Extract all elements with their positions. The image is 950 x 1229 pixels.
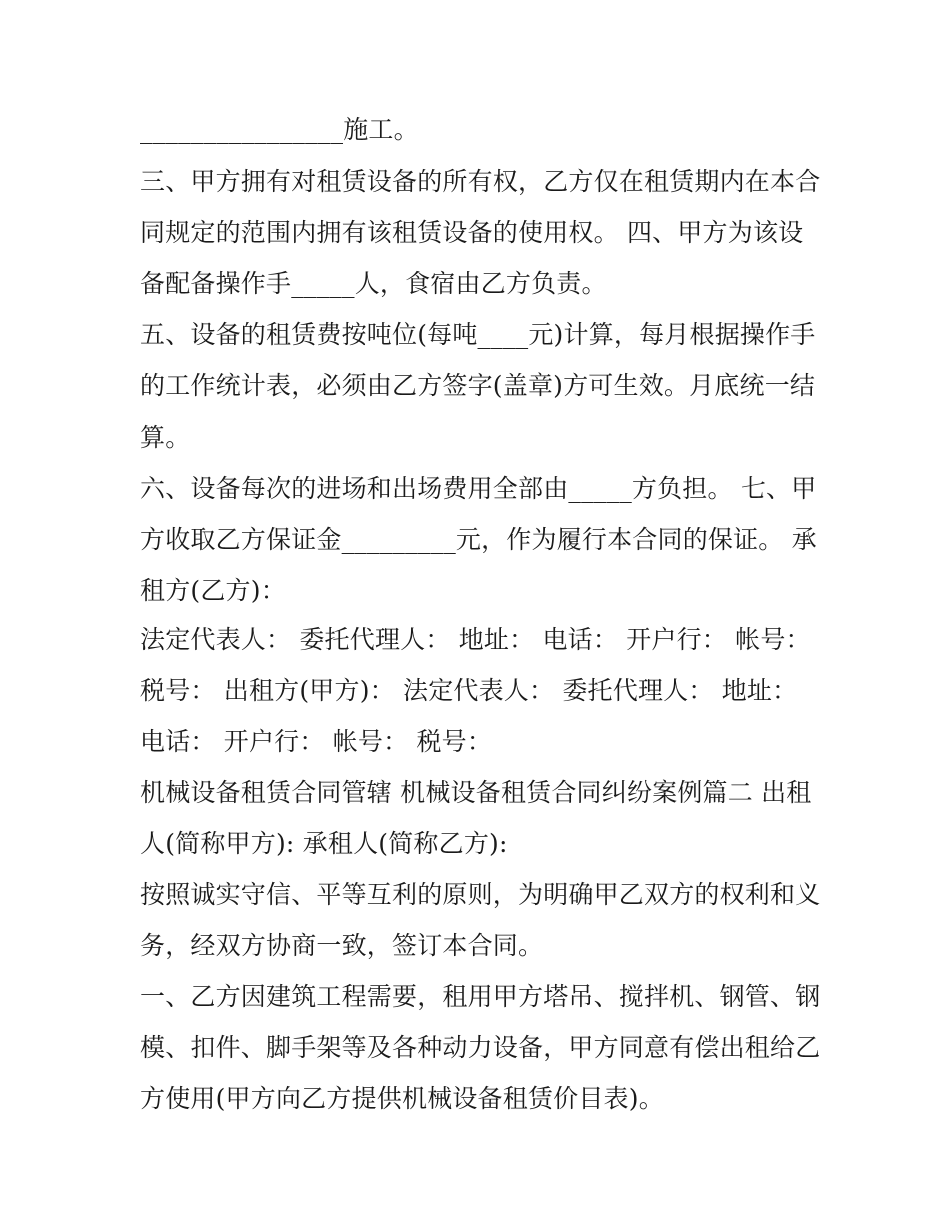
text-line: 法定代表人： 委托代理人： 地址： 电话： 开户行： 帐号： [140,625,811,654]
text-line: 税号： 出租方(甲方)： 法定代表人： 委托代理人： 地址： [140,676,798,705]
text-line: 机械设备租赁合同管辖 机械设备租赁合同纠纷案例篇二 出租 [140,778,812,807]
text-line: 一、乙方因建筑工程需要，租用甲方塔吊、搅拌机、钢管、钢 [140,982,821,1011]
text-line: 租方(乙方)： [140,576,286,605]
text-line: 六、设备每次的进场和出场费用全部由_____方负担。 七、甲 [140,474,817,503]
text-line: 务，经双方协商一致，签订本合同。 [140,931,544,960]
text-line: 模、扣件、脚手架等及各种动力设备，甲方同意有偿出租给乙 [140,1033,821,1062]
text-line: 按照诚实守信、平等互利的原则，为明确甲乙双方的权利和义 [140,880,821,909]
text-line: 三、甲方拥有对租赁设备的所有权，乙方仅在租赁期内在本合 [140,167,821,196]
text-line: 电话： 开户行： 帐号： 税号： [140,727,493,756]
text-line: 五、设备的租赁费按吨位(每吨____元)计算，每月根据操作手 [140,320,816,349]
text-line: 同规定的范围内拥有该租赁设备的使用权。 四、甲方为该设 [140,218,804,247]
text-line: 算。 [140,423,191,452]
text-line: 人(简称甲方): 承租人(简称乙方): [140,829,508,858]
text-line: ________________施工。 [140,115,419,144]
text-line: 方收取乙方保证金_________元，作为履行本合同的保证。 承 [140,525,817,554]
text-line: 方使用(甲方向乙方提供机械设备租赁价目表)。 [140,1084,664,1113]
text-line: 备配备操作手_____人，食宿由乙方负责。 [140,269,607,298]
text-line: 的工作统计表，必须由乙方签字(盖章)方可生效。月底统一结 [140,371,816,400]
